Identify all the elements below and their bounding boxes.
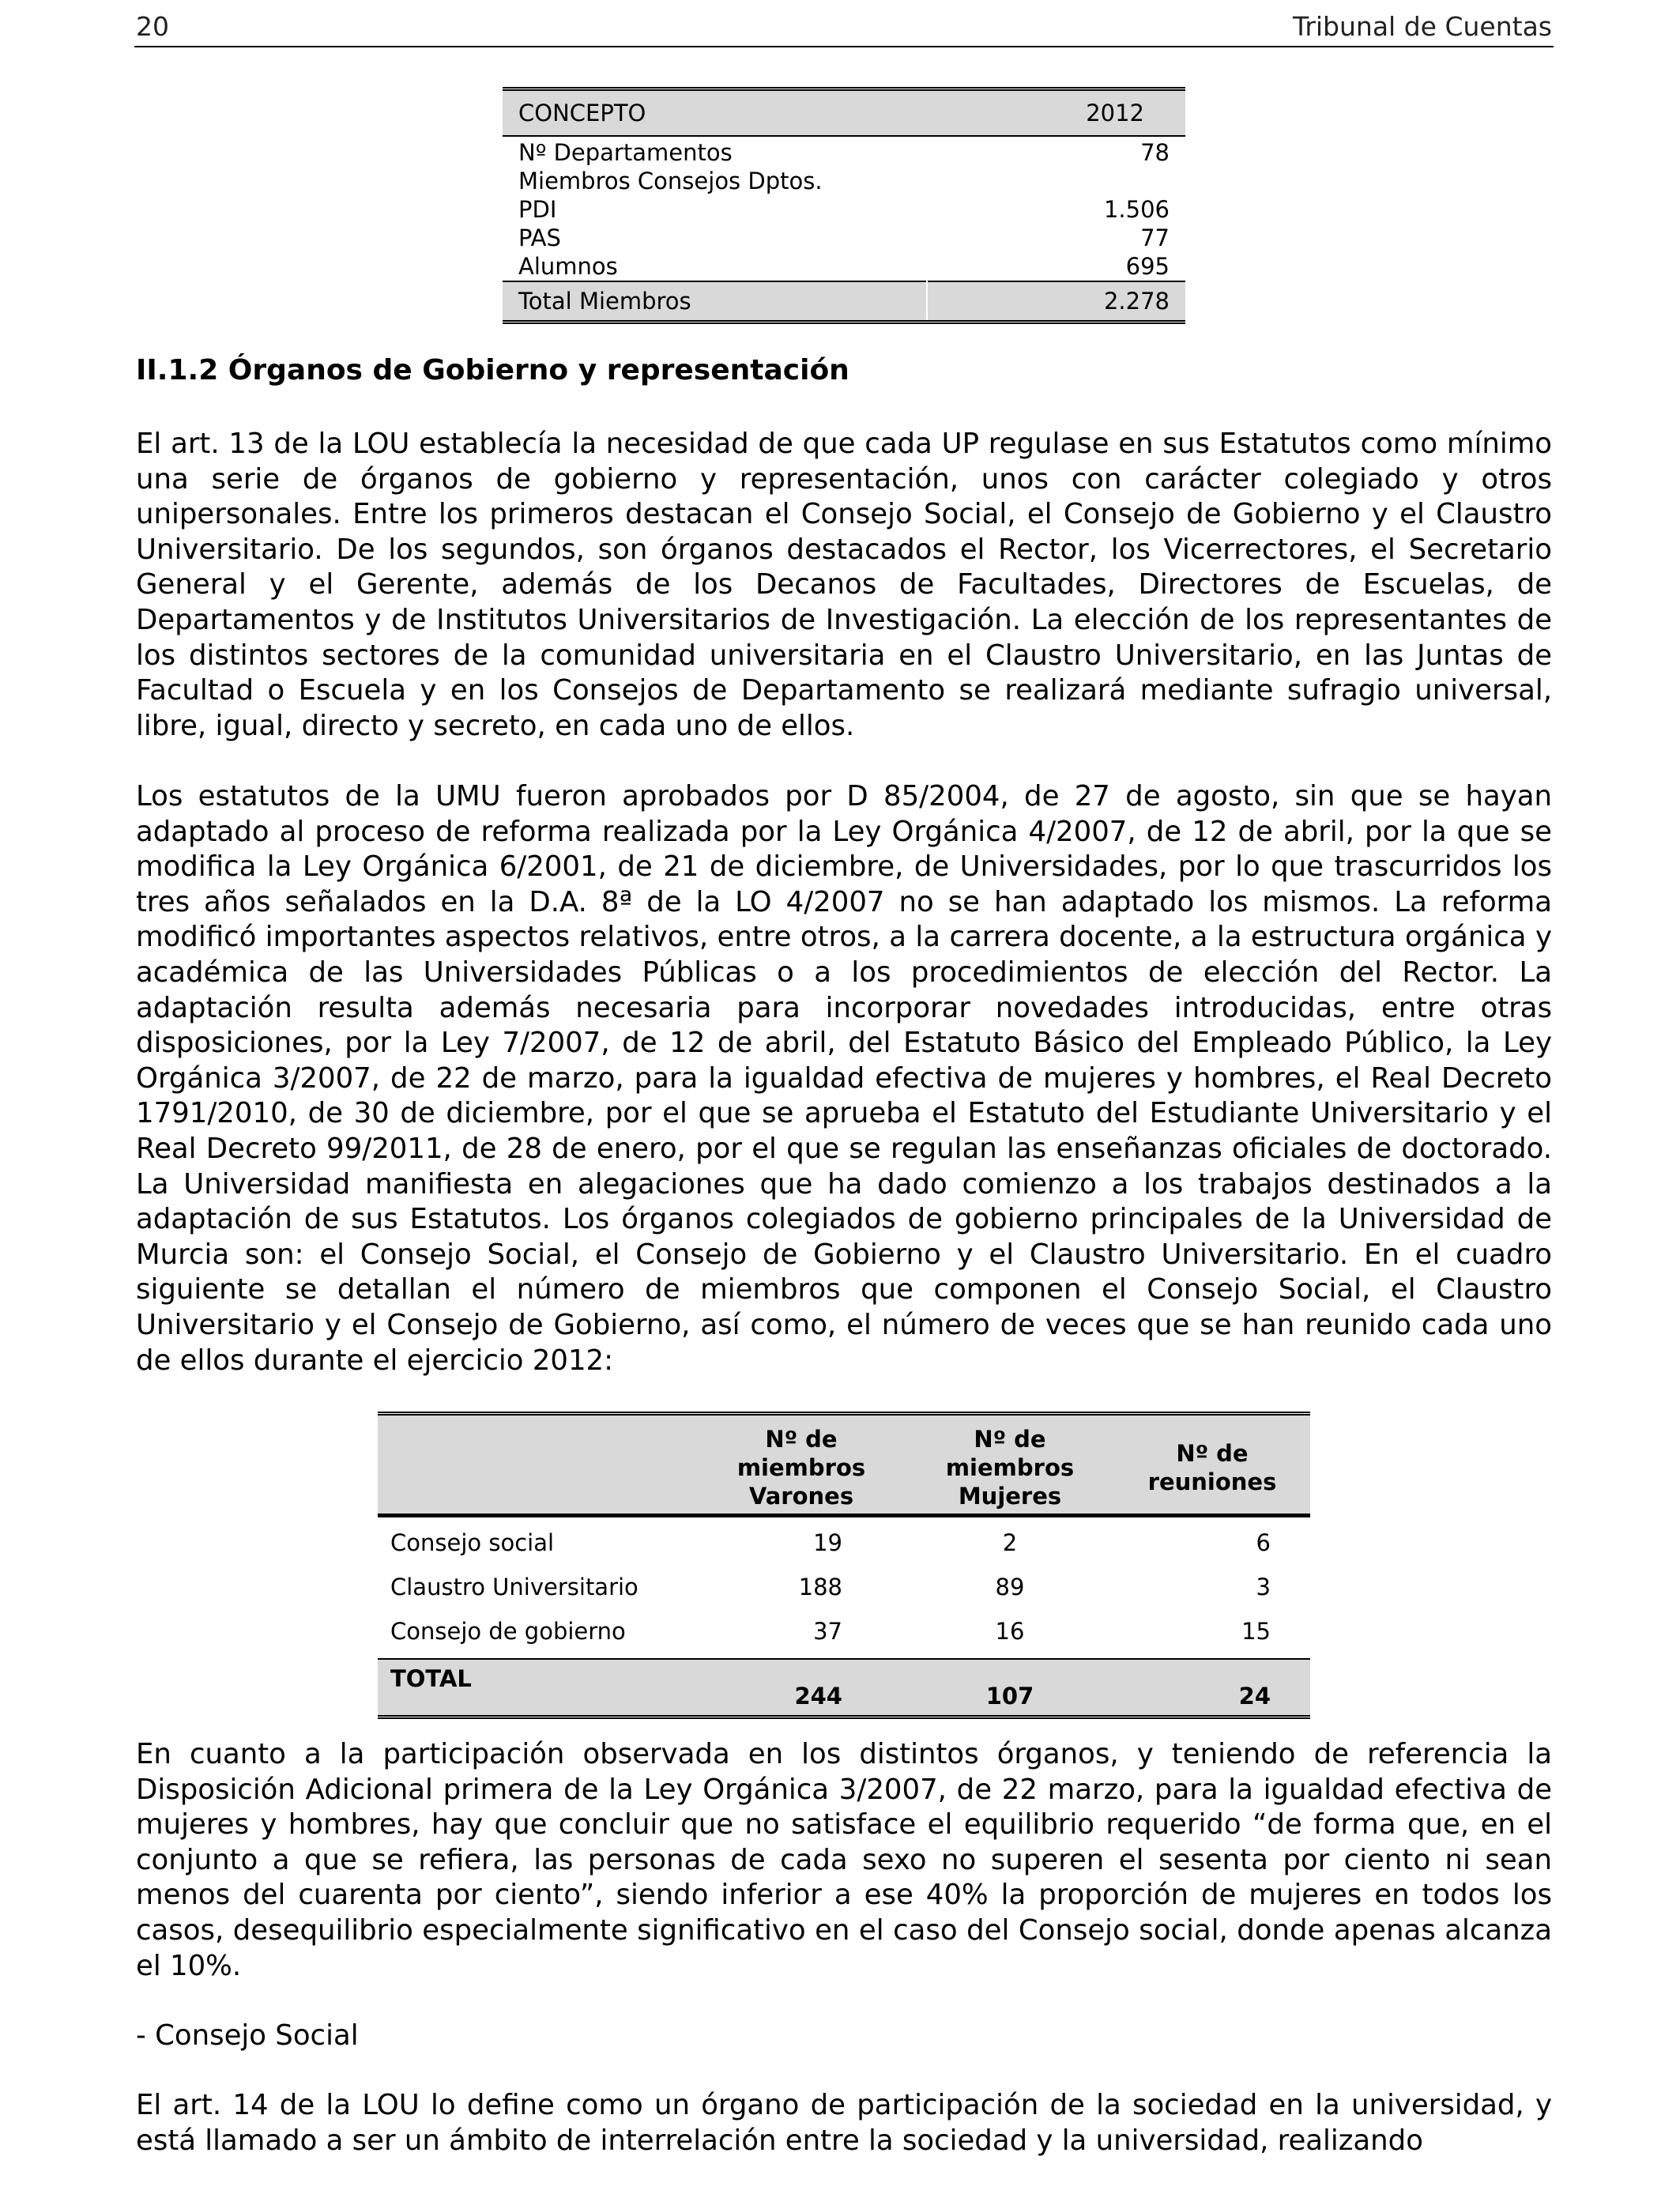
- section-title: II.1.2 Órganos de Gobierno y representación: [136, 354, 849, 386]
- table-total-row: [378, 1658, 1310, 1715]
- table-row: PAS 77: [518, 224, 1170, 251]
- paragraph: En cuanto a la participación observada en los distintos órganos, y teniendo de referencia la Disposición Adicional primera de la Ley Orgánica 3/2007, de 22 marzo, para la igualdad efectiva de mujeres y hombres, hay que concluir que no satisface el equilibrio requerido “de forma que, en el conjunto a que se refiera, las personas de cada sexo no superen el sesenta por ciento ni sean menos del cuarenta por ciento”, siendo inferior a ese 40% la proporción de mujeres en todos los casos, desequilibrio especialmente significativo en el caso del Consejo social, donde apenas alcanza el 10%.: [136, 1738, 1552, 1982]
- total-mujeres: 107: [985, 1683, 1034, 1710]
- governing-bodies-table: [378, 1412, 1310, 1719]
- table-header-row: [378, 1416, 1310, 1517]
- column-divider: [926, 281, 928, 320]
- table-body: [503, 137, 1185, 281]
- paragraph: El art. 14 de la LOU lo define como un órgano de participación de la sociedad en la universidad, y está llamado a ser un ámbito de interrelación entre la sociedad y la universidad, realizando: [136, 2089, 1552, 2157]
- paragraph: El art. 13 de la LOU establecía la necesidad de que cada UP regulase en sus Estatutos como mínimo una serie de órganos de gobierno y representación, unos con carácter colegiado y otros unipersonales. Entre los primeros destacan el Consejo Social, el Consejo de Gobierno y el Claustro Universitario. De los segundos, son órganos destacados el Rector, los Vicerrectores, el Secretario General y el Gerente, además de los Decanos de Facultades, Directores de Escuelas, de Departamentos y de Institutos Universitarios de Investigación. La elección de los representantes de los distintos sectores de la comunidad universitaria en el Claustro Universitario, en las Juntas de Facultad o Escuela y en los Consejos de Departamento se realizará mediante sufragio universal, libre, igual, directo y secreto, en cada uno de ellos.: [136, 428, 1552, 742]
- total-value: 2.278: [1103, 288, 1170, 315]
- organization-name: Tribunal de Cuentas: [1293, 11, 1552, 42]
- table-header-row: [503, 91, 1185, 137]
- table-row: Miembros Consejos Dptos.: [518, 168, 823, 194]
- total-label: Total Miembros: [518, 288, 691, 315]
- table-row: Alumnos 695: [518, 253, 1170, 280]
- table-body: [378, 1517, 1310, 1658]
- table-row: PDI 1.506: [518, 196, 1170, 223]
- total-varones: 244: [794, 1683, 842, 1710]
- table-row: Claustro Universitario 188 89 3: [390, 1574, 1271, 1600]
- page-number: 20: [136, 11, 169, 42]
- total-label: TOTAL: [390, 1665, 472, 1692]
- subsection-heading: - Consejo Social: [136, 2019, 359, 2052]
- table-row: Nº Departamentos 78: [518, 139, 1170, 166]
- column-header-year: 2012: [1086, 100, 1144, 126]
- table-total-row: [503, 281, 1185, 320]
- column-header-mujeres: Nº de miembros Mujeres: [945, 1426, 1075, 1510]
- column-header-concept: CONCEPTO: [518, 100, 646, 126]
- column-header-varones: Nº de miembros Varones: [736, 1426, 866, 1510]
- page-header: [134, 8, 1554, 47]
- paragraph: Los estatutos de la UMU fueron aprobados por D 85/2004, de 27 de agosto, sin que se hayan adaptado al proceso de reforma realizada por la Ley Orgánica 4/2007, de 12 de abril, por la que se modifica la Ley Orgánica 6/2001, de 21 de diciembre, de Universidades, por lo que trascurridos los tres años señalados en la D.A. 8ª de la LO 4/2007 no se han adaptado los mismos. La reforma modificó importantes aspectos relativos, entre otros, a la carrera docente, a la estructura orgánica y académica de las Universidades Públicas o a los procedimientos de elección del Rector. La adaptación resulta además necesaria para incorporar novedades introducidas, entre otras disposiciones, por la Ley 7/2007, de 12 de abril, del Estatuto Básico del Empleado Público, la Ley Orgánica 3/2007, de 22 de marzo, para la igualdad efectiva de mujeres y hombres, el Real Decreto 1791/2010, de 30 de diciembre, por el que se aprueba el Estatuto del Estudiante Universitario y el Real Decreto 99/2011, de 28 de enero, por el que se regulan las enseñanzas oficiales de doctorado. La Universidad manifiesta en alegaciones que ha dado comienzo a los trabajos destinados a la adaptación de sus Estatutos. Los órganos colegiados de gobierno principales de la Universidad de Murcia son: el Consejo Social, el Consejo de Gobierno y el Claustro Universitario. En el cuadro siguiente se detallan el número de miembros que componen el Consejo Social, el Claustro Universitario y el Consejo de Gobierno, así como, el número de veces que se han reunido cada uno de ellos durante el ejercicio 2012:: [136, 780, 1552, 1377]
- table-row: Consejo social 19 2 6: [390, 1529, 1271, 1556]
- table-row: Consejo de gobierno 37 16 15: [390, 1618, 1271, 1645]
- total-reuniones: 24: [1238, 1683, 1271, 1710]
- column-header-reuniones: Nº de reuniones: [1147, 1440, 1277, 1495]
- departments-table: [503, 87, 1185, 324]
